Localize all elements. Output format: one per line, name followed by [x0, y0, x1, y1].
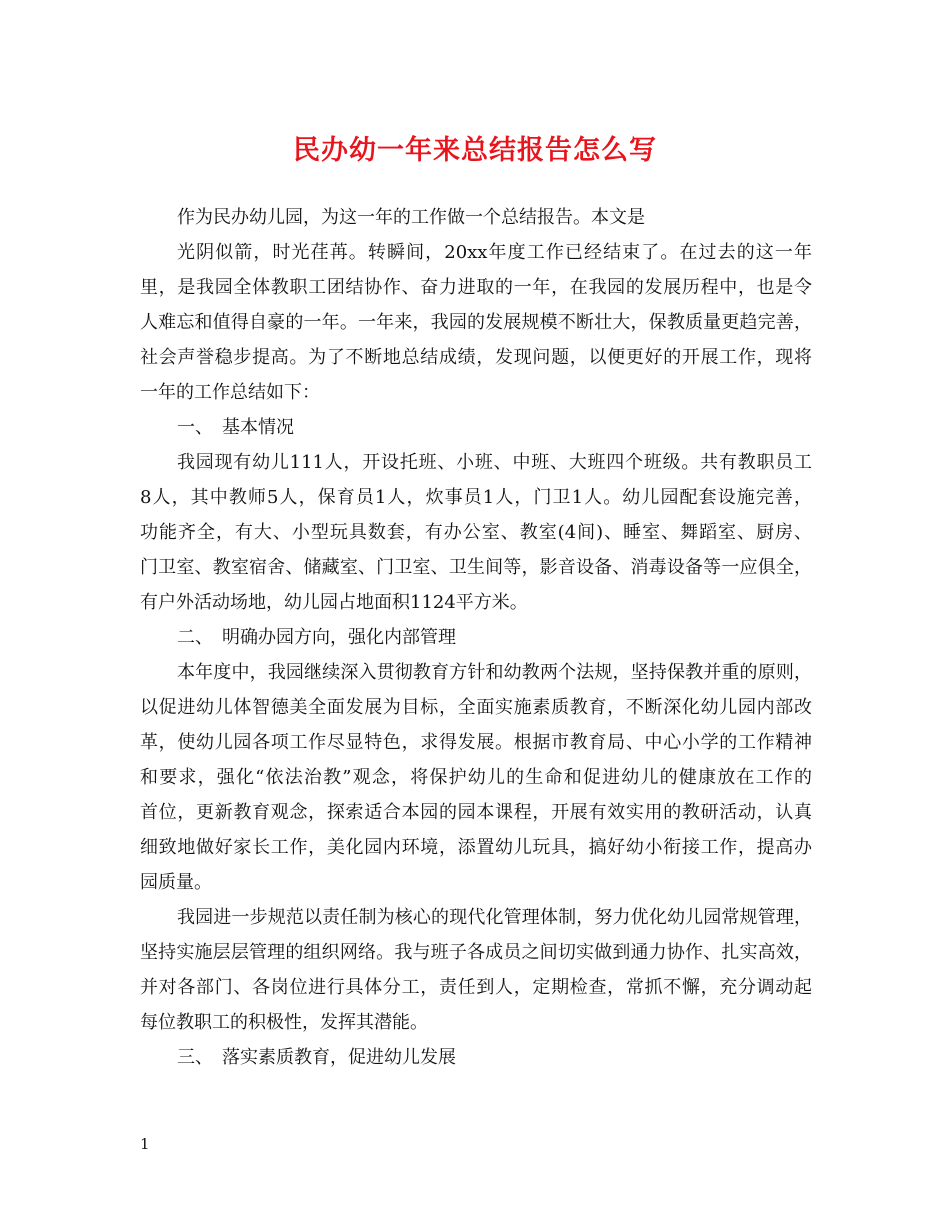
text-line: 一年的工作总结如下： — [140, 382, 320, 403]
text-line: 和要求，强化“依法治教”观念，将保护幼儿的生命和促进幼儿的健康放在工作的 — [140, 767, 812, 788]
text-line: 作为民办幼儿园，为这一年的工作做一个总结报告。本文是 — [177, 207, 645, 228]
text-line: 8人，其中教师5人，保育员1人，炊事员1人，门卫1人。幼儿园配套设施完善， — [140, 487, 812, 508]
text-line: 二、 明确办园方向，强化内部管理 — [177, 627, 456, 648]
text-line: 光阴似箭，时光荏苒。转瞬间，20xx年度工作已经结束了。在过去的这一年 — [177, 242, 812, 263]
text-line: 以促进幼儿体智德美全面发展为目标，全面实施素质教育，不断深化幼儿园内部改 — [140, 697, 812, 718]
text-line: 功能齐全，有大、小型玩具数套，有办公室、教室(4间)、睡室、舞蹈室、厨房、 — [140, 522, 812, 543]
text-line: 并对各部门、各岗位进行具体分工，责任到人，定期检查，常抓不懈，充分调动起 — [140, 977, 812, 998]
text-line: 本年度中，我园继续深入贯彻教育方针和幼教两个法规，坚持保教并重的原则， — [177, 662, 812, 683]
text-line: 社会声誉稳步提高。为了不断地总结成绩，发现问题，以便更好的开展工作，现将 — [140, 347, 812, 368]
text-line: 首位，更新教育观念，探索适合本园的园本课程，开展有效实用的教研活动，认真 — [140, 802, 812, 823]
page-number: 1 — [140, 1135, 150, 1153]
document-body — [140, 200, 812, 1075]
text-line: 园质量。 — [140, 872, 212, 893]
text-line: 三、 落实素质教育，促进幼儿发展 — [177, 1047, 456, 1068]
text-line: 人难忘和值得自豪的一年。一年来，我园的发展规模不断壮大，保教质量更趋完善， — [140, 312, 812, 333]
text-line: 每位教职工的积极性，发挥其潜能。 — [140, 1012, 428, 1033]
text-line: 我园现有幼儿111人，开设托班、小班、中班、大班四个班级。共有教职员工 — [177, 452, 812, 473]
text-line: 一、 基本情况 — [177, 417, 294, 438]
text-line: 革，使幼儿园各项工作尽显特色，求得发展。根据市教育局、中心小学的工作精神 — [140, 732, 812, 753]
text-line: 细致地做好家长工作，美化园内环境，添置幼儿玩具，搞好幼小衔接工作，提高办 — [140, 837, 812, 858]
text-line: 我园进一步规范以责任制为核心的现代化管理体制，努力优化幼儿园常规管理， — [177, 907, 812, 928]
text-line: 门卫室、教室宿舍、储藏室、门卫室、卫生间等，影音设备、消毒设备等一应俱全， — [140, 557, 812, 578]
document-title: 民办幼一年来总结报告怎么写 — [293, 135, 657, 166]
text-line: 坚持实施层层管理的组织网络。我与班子各成员之间切实做到通力协作、扎实高效， — [140, 942, 812, 963]
text-line: 里，是我园全体教职工团结协作、奋力进取的一年，在我园的发展历程中，也是令 — [140, 277, 812, 298]
text-line: 有户外活动场地，幼儿园占地面积1124平方米。 — [140, 592, 528, 613]
